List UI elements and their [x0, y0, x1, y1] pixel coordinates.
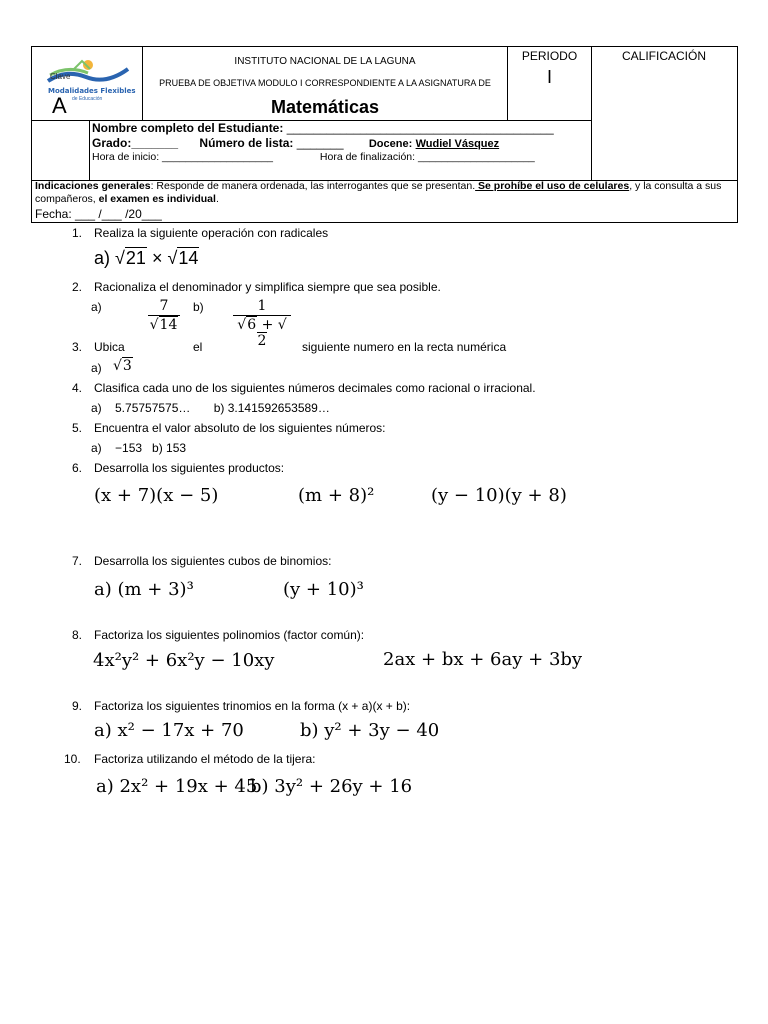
subject-title: Matemáticas	[270, 97, 380, 117]
periodo-value: I	[546, 67, 552, 87]
q2-item-b-label: b)	[193, 300, 204, 314]
hora-row	[92, 151, 535, 163]
question-number: 3.	[72, 340, 83, 354]
q2-item-a-label: a)	[91, 300, 102, 314]
q1-expression	[94, 248, 199, 269]
instructions-text: .	[215, 193, 219, 205]
numero-lista-label: Número de lista:	[199, 136, 294, 150]
question-text: Clasifica cada uno de los siguientes números decimales como racional o irracional.	[94, 381, 536, 395]
radicand: 3	[122, 358, 132, 374]
question-8	[72, 628, 364, 642]
hora-inicio-field[interactable]: ___________________	[162, 151, 273, 163]
q3-text-rest: siguiente numero en la recta numérica	[302, 340, 507, 354]
student-name-row	[92, 121, 554, 135]
test-title: PRUEBA DE OBJETIVA MODULO I CORRESPONDIENTE A LA ASIGNATURA DE	[159, 78, 491, 88]
radicand: 6	[247, 317, 257, 333]
student-name-field[interactable]: ________________________________________	[286, 121, 554, 135]
table-divider	[591, 47, 592, 180]
question-text: Encuentra el valor absoluto de los siguientes números:	[94, 421, 386, 435]
q9-expression-a: a) x² − 17x + 70	[94, 720, 244, 741]
calificacion-label: CALIFICACIÓN	[621, 49, 706, 63]
question-5	[72, 421, 386, 435]
grado-field[interactable]: _______	[131, 136, 179, 150]
fraction-denominator: √14	[149, 317, 178, 333]
question-text: Ubica	[94, 340, 125, 354]
fraction-denominator: √6 + √2	[237, 317, 287, 349]
fraction-numerator: 1	[257, 298, 267, 314]
question-6	[72, 461, 284, 475]
date-field[interactable]: Fecha: ___ /___ /20___	[35, 207, 162, 221]
radicand: 21	[125, 248, 146, 268]
times-operator: ×	[151, 248, 163, 268]
question-text: Racionaliza el denominador y simplifica siempre que sea posible.	[94, 280, 441, 294]
grado-row	[92, 136, 499, 150]
q3-item-a-label: a)	[91, 361, 102, 375]
item-label: a)	[94, 248, 111, 268]
question-10	[64, 752, 316, 766]
grado-label: Grado:	[92, 136, 132, 150]
table-divider	[89, 121, 90, 180]
instructions-label: Indicaciones generales	[35, 180, 151, 192]
q2-fraction-b	[233, 298, 291, 349]
q6-expression-c: (y − 10)(y + 8)	[431, 485, 567, 506]
q10-expression-a: a) 2x² + 19x + 45	[96, 776, 258, 797]
question-4	[72, 381, 536, 395]
docente-name: Wudiel Vásquez	[415, 138, 500, 150]
question-text: Factoriza utilizando el método de la tijera:	[94, 752, 316, 766]
hora-fin-field[interactable]: ____________________	[417, 151, 535, 163]
question-number: 6.	[72, 461, 83, 475]
q8-expression-b: 2ax + bx + 6ay + 3by	[383, 649, 583, 670]
sqrt-symbol: √14	[167, 248, 199, 268]
student-name-label: Nombre completo del Estudiante:	[92, 121, 284, 135]
hora-fin-label: Hora de finalización:	[319, 151, 416, 163]
question-number: 7.	[72, 554, 83, 568]
instructions-text: , y la consulta a sus compañeros,	[35, 180, 722, 205]
fraction-numerator: 7	[159, 298, 169, 314]
q3-text-el: el	[193, 340, 203, 354]
question-number: 10.	[64, 752, 81, 766]
question-number: 2.	[72, 280, 83, 294]
question-number: 5.	[72, 421, 83, 435]
instructions-text: : Responde de manera ordenada, las interrogantes que se presentan.	[150, 180, 476, 192]
exam-header-table	[31, 46, 738, 223]
logo-program-text: Modalidades Flexibles	[48, 87, 136, 95]
q5-items: a) −153 b) 153	[91, 441, 187, 455]
docente-label: Docene:	[368, 138, 413, 150]
question-number: 4.	[72, 381, 83, 395]
q6-expression-a: (x + 7)(x − 5)	[94, 485, 219, 506]
logo-clave-text: Clave	[50, 72, 71, 81]
numero-lista-field[interactable]: _______	[296, 136, 344, 150]
sqrt-symbol: √21	[115, 248, 146, 268]
q2-fraction-a	[148, 298, 180, 333]
q7-expression-a: a) (m + 3)³	[94, 579, 194, 600]
q6-expression-b: (m + 8)²	[298, 485, 375, 506]
question-3	[72, 340, 125, 354]
question-text: Desarrolla los siguientes productos:	[94, 461, 285, 475]
question-number: 9.	[72, 699, 83, 713]
question-number: 1.	[72, 226, 83, 240]
radicand: 14	[159, 317, 178, 333]
question-2	[72, 280, 441, 294]
school-logo	[32, 47, 143, 121]
radicand: 14	[178, 248, 199, 268]
q9-expression-b: b) y² + 3y − 40	[300, 720, 440, 741]
hora-inicio-label: Hora de inicio:	[92, 151, 160, 163]
question-text: Factoriza los siguientes trinomios en la forma (x + a)(x + b):	[94, 699, 411, 713]
q10-expression-b: b) 3y² + 26y + 16	[250, 776, 413, 797]
question-9	[72, 699, 410, 713]
no-phones-rule: Se prohíbe el uso de celulares	[475, 180, 630, 192]
logo-tagline-text: de Educación	[72, 96, 103, 102]
institution-name: INSTITUTO NACIONAL DE LA LAGUNA	[234, 56, 416, 67]
q3-expression: √3	[113, 358, 132, 374]
question-text: Realiza la siguiente operación con radicales	[94, 226, 329, 240]
question-1	[72, 226, 328, 240]
q4-items: a) 5.75757575… b) 3.141592653589…	[91, 401, 330, 415]
exam-version-letter: A	[52, 93, 67, 118]
question-7	[72, 554, 331, 568]
q7-expression-b: (y + 10)³	[283, 579, 364, 600]
radicand: 2	[257, 333, 267, 349]
question-text: Factoriza los siguientes polinomios (factor común):	[94, 628, 365, 642]
question-number: 8.	[72, 628, 83, 642]
general-instructions	[35, 180, 735, 206]
periodo-label: PERIODO	[521, 49, 578, 63]
plus-operator: +	[261, 317, 274, 333]
q8-expression-a: 4x²y² + 6x²y − 10xy	[93, 650, 275, 671]
individual-rule: el examen es individual	[98, 193, 216, 205]
question-text: Desarrolla los siguientes cubos de binomios:	[94, 554, 332, 568]
